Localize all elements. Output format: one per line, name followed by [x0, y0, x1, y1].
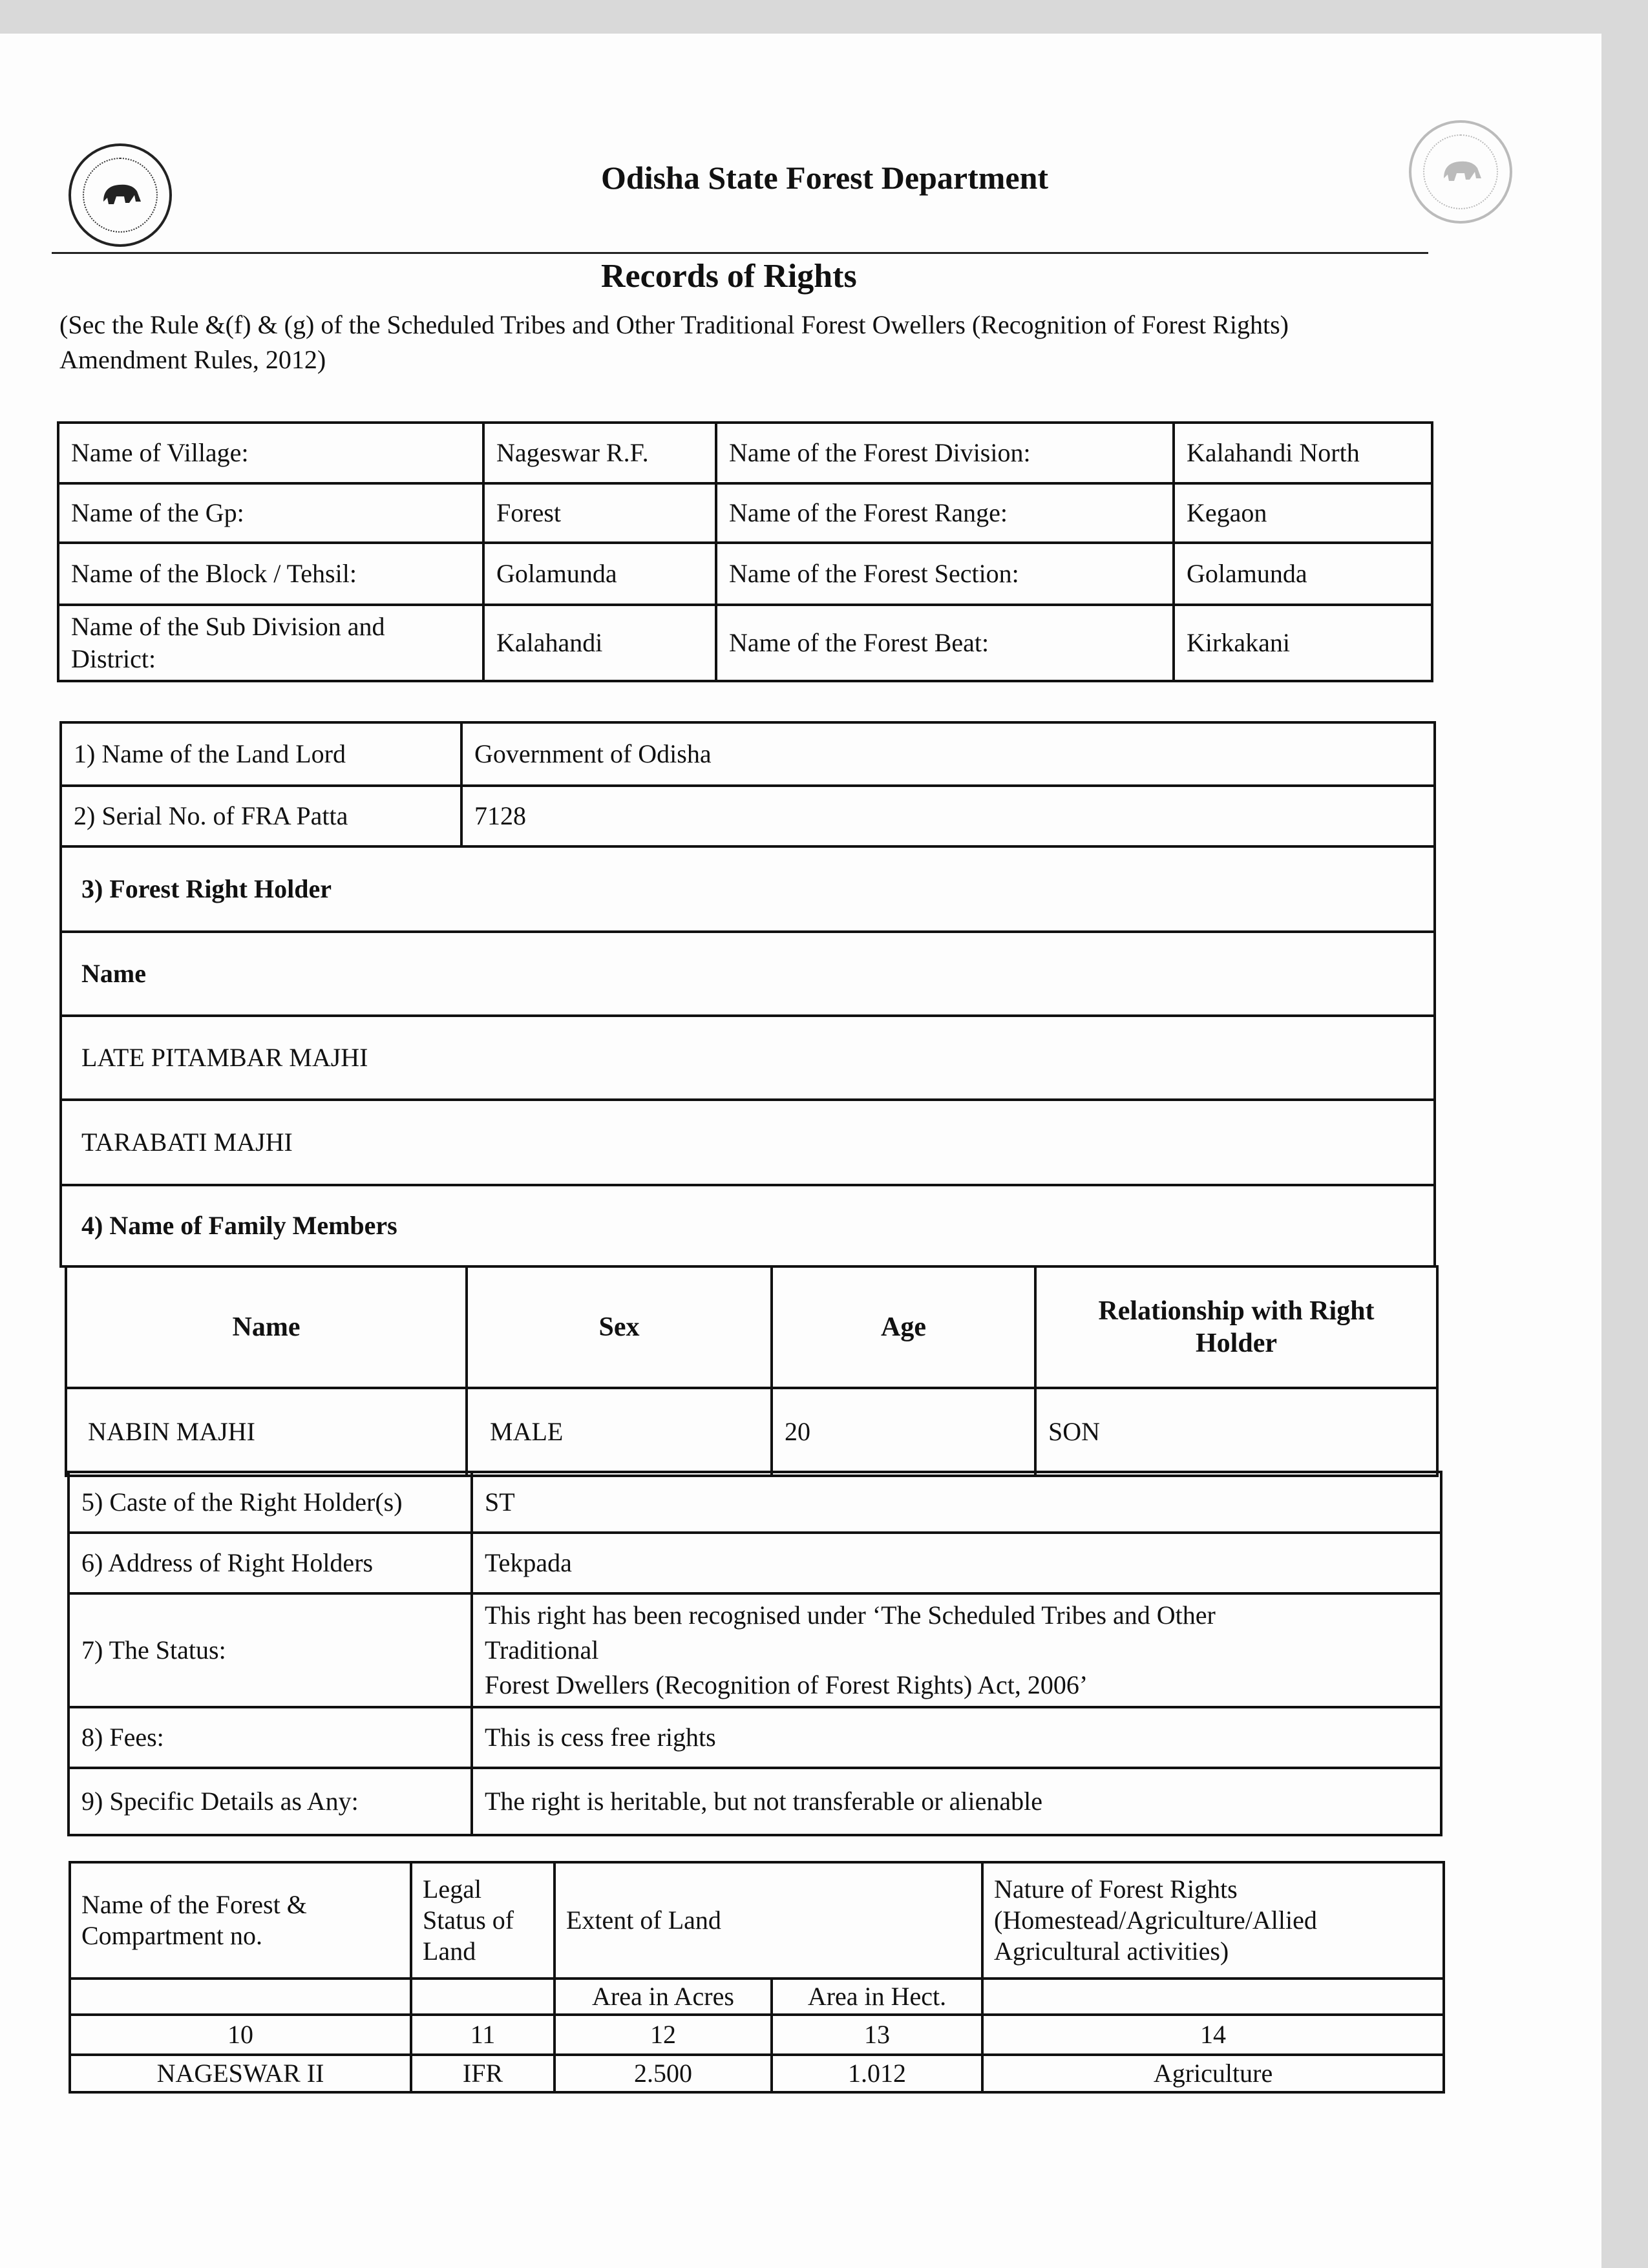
status-label: 7) The Status: — [69, 1593, 472, 1707]
location-row — [58, 483, 1432, 543]
status-line: This right has been recognised under ‘The Scheduled Tribes and Other — [485, 1601, 1216, 1630]
land-col-acres: Area in Acres — [555, 1979, 772, 2015]
column-number: 12 — [555, 2015, 772, 2055]
land-subheader-row — [70, 1979, 1444, 2015]
family-col-relationship: Relationship with Right Holder — [1035, 1266, 1437, 1388]
block-value: Golamunda — [483, 543, 716, 605]
address-value: Tekpada — [472, 1533, 1441, 1593]
land-legal-value: IFR — [411, 2055, 555, 2092]
location-row — [58, 605, 1432, 681]
column-number: 10 — [70, 2015, 411, 2055]
family-member-relationship: SON — [1035, 1388, 1437, 1476]
details-table — [67, 1471, 1442, 1836]
family-members-heading: 4) Name of Family Members — [61, 1185, 1435, 1266]
serial-value: 7128 — [461, 786, 1435, 846]
forest-beat-label: Name of the Forest Beat: — [716, 605, 1174, 681]
village-value: Nageswar R.F. — [483, 423, 716, 483]
elephant-seal-icon — [100, 176, 145, 211]
forest-range-value: Kegaon — [1174, 483, 1432, 543]
caste-value: ST — [472, 1472, 1441, 1533]
serial-label: 2) Serial No. of FRA Patta — [61, 786, 461, 846]
caste-label: 5) Caste of the Right Holder(s) — [69, 1472, 472, 1533]
family-header-row — [66, 1266, 1437, 1388]
holder-heading-row — [61, 846, 1435, 932]
location-row — [58, 543, 1432, 605]
document-title: Records of Rights — [601, 258, 857, 295]
family-heading-row — [61, 1185, 1435, 1266]
caste-row — [69, 1472, 1441, 1533]
land-col-legal-status: Legal Status of Land — [411, 1862, 555, 1979]
odisha-emblem-icon — [69, 143, 172, 247]
forest-range-label: Name of the Forest Range: — [716, 483, 1174, 543]
fees-value: This is cess free rights — [472, 1707, 1441, 1768]
location-row — [58, 423, 1432, 483]
address-row — [69, 1533, 1441, 1593]
land-hect-value: 1.012 — [772, 2055, 982, 2092]
empty-cell — [982, 1979, 1444, 2015]
land-lord-value: Government of Odisha — [461, 722, 1435, 786]
name-heading: Name — [61, 932, 1435, 1016]
holder-row — [61, 1016, 1435, 1100]
land-col-extent: Extent of Land — [555, 1862, 982, 1979]
land-forest-value: NAGESWAR II — [70, 2055, 411, 2092]
preamble-text: (Sec the Rule &(f) & (g) of the Scheduled Tribes and Other Traditional Forest Owellers (Recognition of Forest Rights) Amendment Rules, 2012) — [59, 310, 1289, 374]
status-line: Traditional — [485, 1635, 599, 1664]
family-col-age: Age — [772, 1266, 1035, 1388]
forest-division-value: Kalahandi North — [1174, 423, 1432, 483]
land-number-row — [70, 2015, 1444, 2055]
header-divider — [52, 252, 1428, 254]
specific-details-value: The right is heritable, but not transferable or alienable — [472, 1768, 1441, 1835]
address-label: 6) Address of Right Holders — [69, 1533, 472, 1593]
family-member-sex: MALE — [467, 1388, 772, 1476]
specific-details-row — [69, 1768, 1441, 1835]
family-table — [65, 1265, 1439, 1477]
fees-row — [69, 1707, 1441, 1768]
holder-name: TARABATI MAJHI — [61, 1100, 1435, 1185]
status-value — [472, 1593, 1441, 1707]
family-member-name: NABIN MAJHI — [66, 1388, 467, 1476]
forest-section-value: Golamunda — [1174, 543, 1432, 605]
family-member-age: 20 — [772, 1388, 1035, 1476]
table-row — [70, 2055, 1444, 2092]
land-acres-value: 2.500 — [555, 2055, 772, 2092]
gp-value: Forest — [483, 483, 716, 543]
serial-row — [61, 786, 1435, 846]
land-table — [69, 1861, 1445, 2094]
forest-right-holder-heading: 3) Forest Right Holder — [61, 846, 1435, 932]
land-nature-value: Agriculture — [982, 2055, 1444, 2092]
land-lord-label: 1) Name of the Land Lord — [61, 722, 461, 786]
fees-label: 8) Fees: — [69, 1707, 472, 1768]
gp-label: Name of the Gp: — [58, 483, 483, 543]
forest-division-label: Name of the Forest Division: — [716, 423, 1174, 483]
block-label: Name of the Block / Tehsil: — [58, 543, 483, 605]
column-number: 13 — [772, 2015, 982, 2055]
family-col-sex: Sex — [467, 1266, 772, 1388]
sub-division-value: Kalahandi — [483, 605, 716, 681]
table-row — [66, 1388, 1437, 1476]
land-lord-row — [61, 722, 1435, 786]
land-col-nature: Nature of Forest Rights (Homestead/Agriculture/Allied Agricultural activities) — [982, 1862, 1444, 1979]
family-col-name: Name — [66, 1266, 467, 1388]
specific-details-label: 9) Specific Details as Any: — [69, 1768, 472, 1835]
empty-cell — [411, 1979, 555, 2015]
land-col-forest: Name of the Forest & Compartment no. — [70, 1862, 411, 1979]
holder-row — [61, 1100, 1435, 1185]
rights-table — [59, 721, 1436, 1268]
village-label: Name of Village: — [58, 423, 483, 483]
column-number: 11 — [411, 2015, 555, 2055]
land-header-row — [70, 1862, 1444, 1979]
odisha-emblem-faint-icon — [1409, 120, 1512, 224]
forest-section-label: Name of the Forest Section: — [716, 543, 1174, 605]
status-row — [69, 1593, 1441, 1707]
name-heading-row — [61, 932, 1435, 1016]
location-table — [57, 421, 1433, 682]
sub-division-label: Name of the Sub Division and District: — [58, 605, 483, 681]
column-number: 14 — [982, 2015, 1444, 2055]
holder-name: LATE PITAMBAR MAJHI — [61, 1016, 1435, 1100]
empty-cell — [70, 1979, 411, 2015]
status-line: Forest Dwellers (Recognition of Forest Rights) Act, 2006’ — [485, 1670, 1088, 1699]
forest-beat-value: Kirkakani — [1174, 605, 1432, 681]
department-title: Odisha State Forest Department — [601, 160, 1049, 196]
land-col-hect: Area in Hect. — [772, 1979, 982, 2015]
